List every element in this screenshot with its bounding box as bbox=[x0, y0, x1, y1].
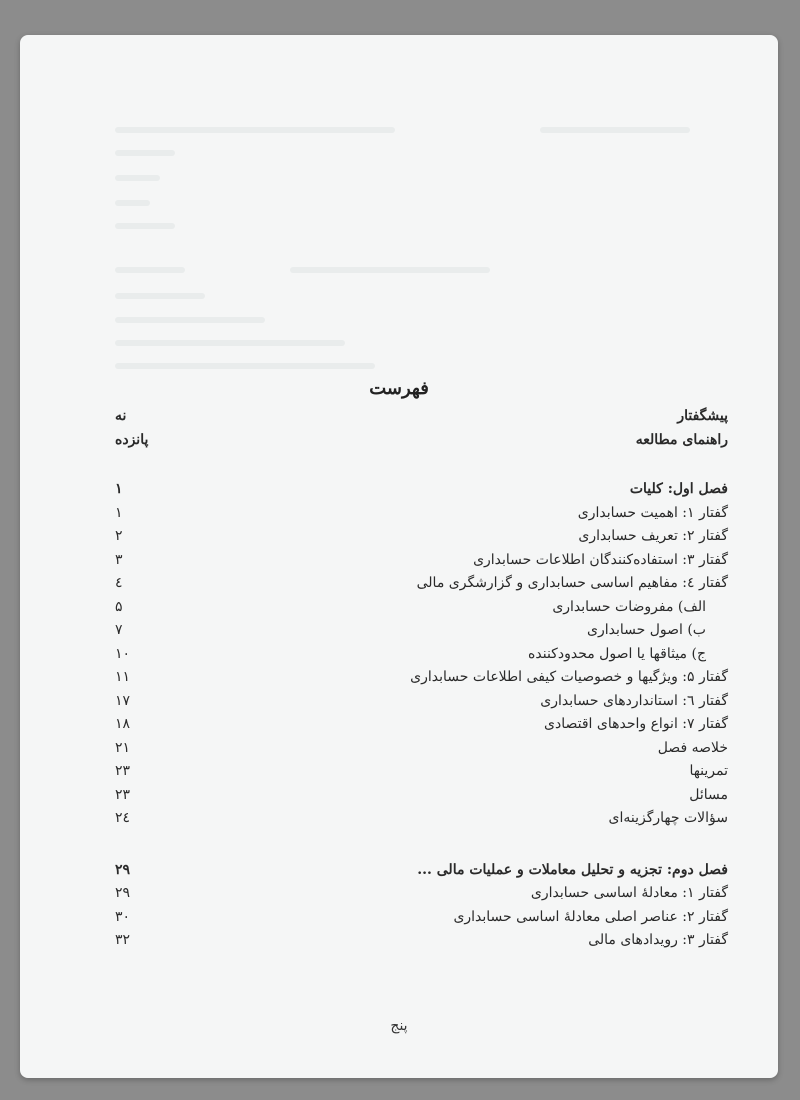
toc-entry-page: ۲٤ bbox=[115, 810, 131, 826]
toc-entry bbox=[115, 929, 728, 953]
show-through-line bbox=[115, 363, 375, 369]
toc-entry-foreword bbox=[115, 405, 728, 429]
show-through-line bbox=[115, 175, 160, 181]
toc-entry-label: ب) اصول حسابداری bbox=[587, 622, 706, 638]
toc-entry-label: گفتار ۳: رویدادهای مالی bbox=[588, 932, 728, 948]
toc-entry-label: گفتار ۳: استفاده‌کنندگان اطلاعات حسابداری bbox=[473, 551, 728, 568]
show-through-line bbox=[115, 200, 150, 206]
toc-entry-page: نه bbox=[115, 408, 127, 424]
toc-entry-page: ۳۰ bbox=[115, 908, 131, 925]
toc-entry-page: ٤ bbox=[115, 575, 123, 591]
toc-entry-page: ۱۷ bbox=[115, 692, 131, 709]
toc-chapter-heading bbox=[115, 859, 728, 883]
toc-entry-label: الف) مفروضات حسابداری bbox=[552, 598, 706, 615]
toc-entry-label: فصل اول: کلیات bbox=[629, 481, 728, 497]
page-title: فهرست bbox=[369, 378, 429, 399]
toc-chapter-heading bbox=[115, 478, 728, 502]
toc-entry-label: تمرینها bbox=[689, 763, 728, 779]
toc-entry-label: پیشگفتار bbox=[677, 408, 728, 424]
toc-entry-label: گفتار ۱: معادلهٔ اساسی حسابداری bbox=[530, 885, 728, 901]
toc-entry-page: ۷ bbox=[115, 622, 123, 638]
toc-entry bbox=[115, 784, 728, 808]
toc-entry-label: خلاصه فصل bbox=[657, 739, 728, 756]
toc-entry-label: گفتار ۲: عناصر اصلی معادلهٔ اساسی حسابداری bbox=[453, 908, 728, 925]
show-through-line bbox=[115, 127, 395, 133]
toc-entry-page: ۱۸ bbox=[115, 716, 131, 732]
toc-entry-page: پانزده bbox=[115, 431, 149, 448]
toc-entry bbox=[115, 572, 728, 596]
toc-entry-page: ۲۱ bbox=[115, 739, 131, 756]
toc-entry-page: ۵ bbox=[115, 598, 123, 615]
show-through-line bbox=[115, 267, 185, 273]
toc-subentry bbox=[115, 619, 728, 643]
toc-entry-label: مسائل bbox=[689, 786, 728, 803]
toc-entry-page: ۱۱ bbox=[115, 669, 131, 685]
toc-subentry bbox=[115, 596, 728, 620]
show-through-line bbox=[290, 267, 490, 273]
section-gap bbox=[115, 831, 728, 859]
toc-entry bbox=[115, 882, 728, 906]
toc-entry-label: فصل دوم: تجزیه و تحلیل معاملات و عملیات مالی ... bbox=[417, 861, 728, 878]
toc-entry-page: ۳ bbox=[115, 551, 123, 568]
toc-entry-page: ۳۲ bbox=[115, 932, 131, 948]
toc-entry bbox=[115, 502, 728, 526]
toc-entry-label: گفتار ۷: انواع واحدهای اقتصادی bbox=[544, 716, 728, 732]
toc-entry bbox=[115, 666, 728, 690]
toc-entry bbox=[115, 525, 728, 549]
toc-entry-label: راهنمای مطالعه bbox=[635, 431, 728, 448]
toc-entry-page: ۲۳ bbox=[115, 763, 131, 779]
toc-entry bbox=[115, 737, 728, 761]
section-gap bbox=[115, 452, 728, 478]
show-through-line bbox=[115, 150, 175, 156]
page-number-footer: پنج bbox=[390, 1018, 408, 1034]
show-through-line bbox=[115, 317, 265, 323]
show-through-line bbox=[115, 293, 205, 299]
toc-entry-page: ۲۳ bbox=[115, 786, 131, 803]
document-page bbox=[20, 35, 778, 1078]
show-through-line bbox=[115, 340, 345, 346]
toc-entry-label: گفتار ۵: ویژگیها و خصوصیات کیفی اطلاعات حسابداری bbox=[410, 669, 728, 685]
toc-entry-label: گفتار ۲: تعریف حسابداری bbox=[578, 528, 728, 544]
toc-entry-label: گفتار ۱: اهمیت حسابداری bbox=[577, 504, 728, 521]
toc-entry-study-guide bbox=[115, 429, 728, 453]
toc-subentry bbox=[115, 643, 728, 667]
toc-entry-label: ج) میثاقها یا اصول محدودکننده bbox=[528, 645, 706, 662]
show-through-line bbox=[115, 223, 175, 229]
show-through-line bbox=[540, 127, 690, 133]
toc-entry-label: گفتار ٤: مفاهیم اساسی حسابداری و گزارشگری مالی bbox=[416, 575, 728, 591]
toc-entry bbox=[115, 713, 728, 737]
toc-entry-label: گفتار ٦: استانداردهای حسابداری bbox=[540, 692, 728, 709]
toc-entry bbox=[115, 690, 728, 714]
toc-entry-page: ۲۹ bbox=[115, 861, 131, 878]
toc-entry-page: ۲۹ bbox=[115, 885, 131, 901]
toc-entry-page: ۱ bbox=[115, 504, 123, 521]
table-of-contents bbox=[115, 405, 728, 953]
toc-entry bbox=[115, 807, 728, 831]
toc-entry-label: سؤالات چهارگزینه‌ای bbox=[608, 810, 728, 826]
toc-entry bbox=[115, 906, 728, 930]
toc-entry-page: ۱ bbox=[115, 481, 123, 497]
toc-entry-page: ۱۰ bbox=[115, 645, 131, 662]
toc-entry bbox=[115, 760, 728, 784]
toc-entry bbox=[115, 549, 728, 573]
toc-entry-page: ۲ bbox=[115, 528, 123, 544]
